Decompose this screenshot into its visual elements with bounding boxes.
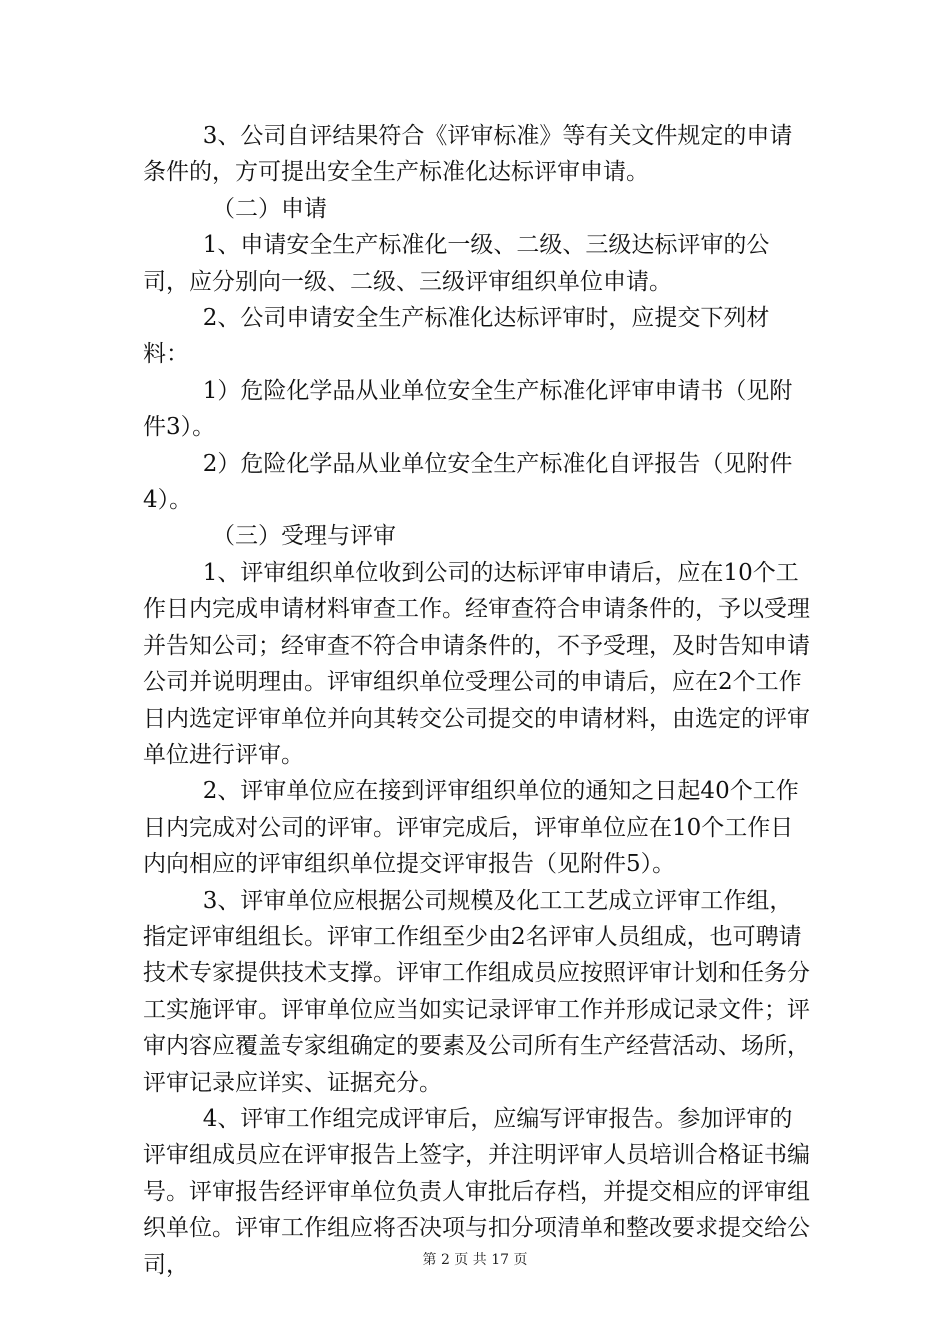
paragraph-application-materials: 2、公司申请安全生产标准化达标评审时，应提交下列材料： <box>143 305 770 368</box>
section-heading-application: （二）申请 <box>212 195 327 222</box>
paragraph-application-levels: 1、申请安全生产标准化一级、二级、三级达标评审的公司，应分别向一级、二级、三级评审组织单位申请。 <box>143 232 770 295</box>
paragraph-review-deadline: 2、评审单位应在接到评审组织单位的通知之日起40个工作日内完成对公司的评审。评审完成后，评审单位应在10个工作日内向相应的评审组织单位提交评审报告（见附件5）。 <box>143 778 799 878</box>
list-item-application-form: 1）危险化学品从业单位安全生产标准化评审申请书（见附件3）。 <box>143 377 793 441</box>
section-heading-acceptance-review: （三）受理与评审 <box>212 523 396 550</box>
paragraph-review-report: 4、评审工作组完成评审后，应编写评审报告。参加评审的评审组成员应在评审报告上签字，并注明评审人员培训合格证书编号。评审报告经评审单位负责人审批后存档，并提交相应的评审组织单位。评审工作组应将否决项与扣分项清单和整改要求提交给公司， <box>143 1105 810 1278</box>
paragraph-self-evaluation-result: 3、公司自评结果符合《评审标准》等有关文件规定的申请条件的，方可提出安全生产标准化达标评审申请。 <box>143 123 793 186</box>
document-body <box>143 118 811 1283</box>
page-number-footer: 第 2 页 共 17 页 <box>422 1252 528 1268</box>
paragraph-review-team: 3、评审单位应根据公司规模及化工工艺成立评审工作组，指定评审组组长。评审工作组至少由2名评审人员组成，也可聘请技术专家提供技术支撑。评审工作组成员应按照评审计划和任务分工实施评审。评审单位应当如实记录评审工作并形成记录文件；评审内容应覆盖专家组确定的要素及公司所有生产经营活动、场所，评审记录应详实、证据充分。 <box>143 887 810 1096</box>
paragraph-acceptance: 1、评审组织单位收到公司的达标评审申请后，应在10个工作日内完成申请材料审查工作。经审查符合申请条件的，予以受理并告知公司；经审查不符合申请条件的，不予受理，及时告知申请公司并说明理由。评审组织单位受理公司的申请后，应在2个工作日内选定评审单位并向其转交公司提交的申请材料，由选定的评审单位进行评审。 <box>143 559 810 768</box>
list-item-self-evaluation-report: 2）危险化学品从业单位安全生产标准化自评报告（见附件4）。 <box>143 450 793 514</box>
